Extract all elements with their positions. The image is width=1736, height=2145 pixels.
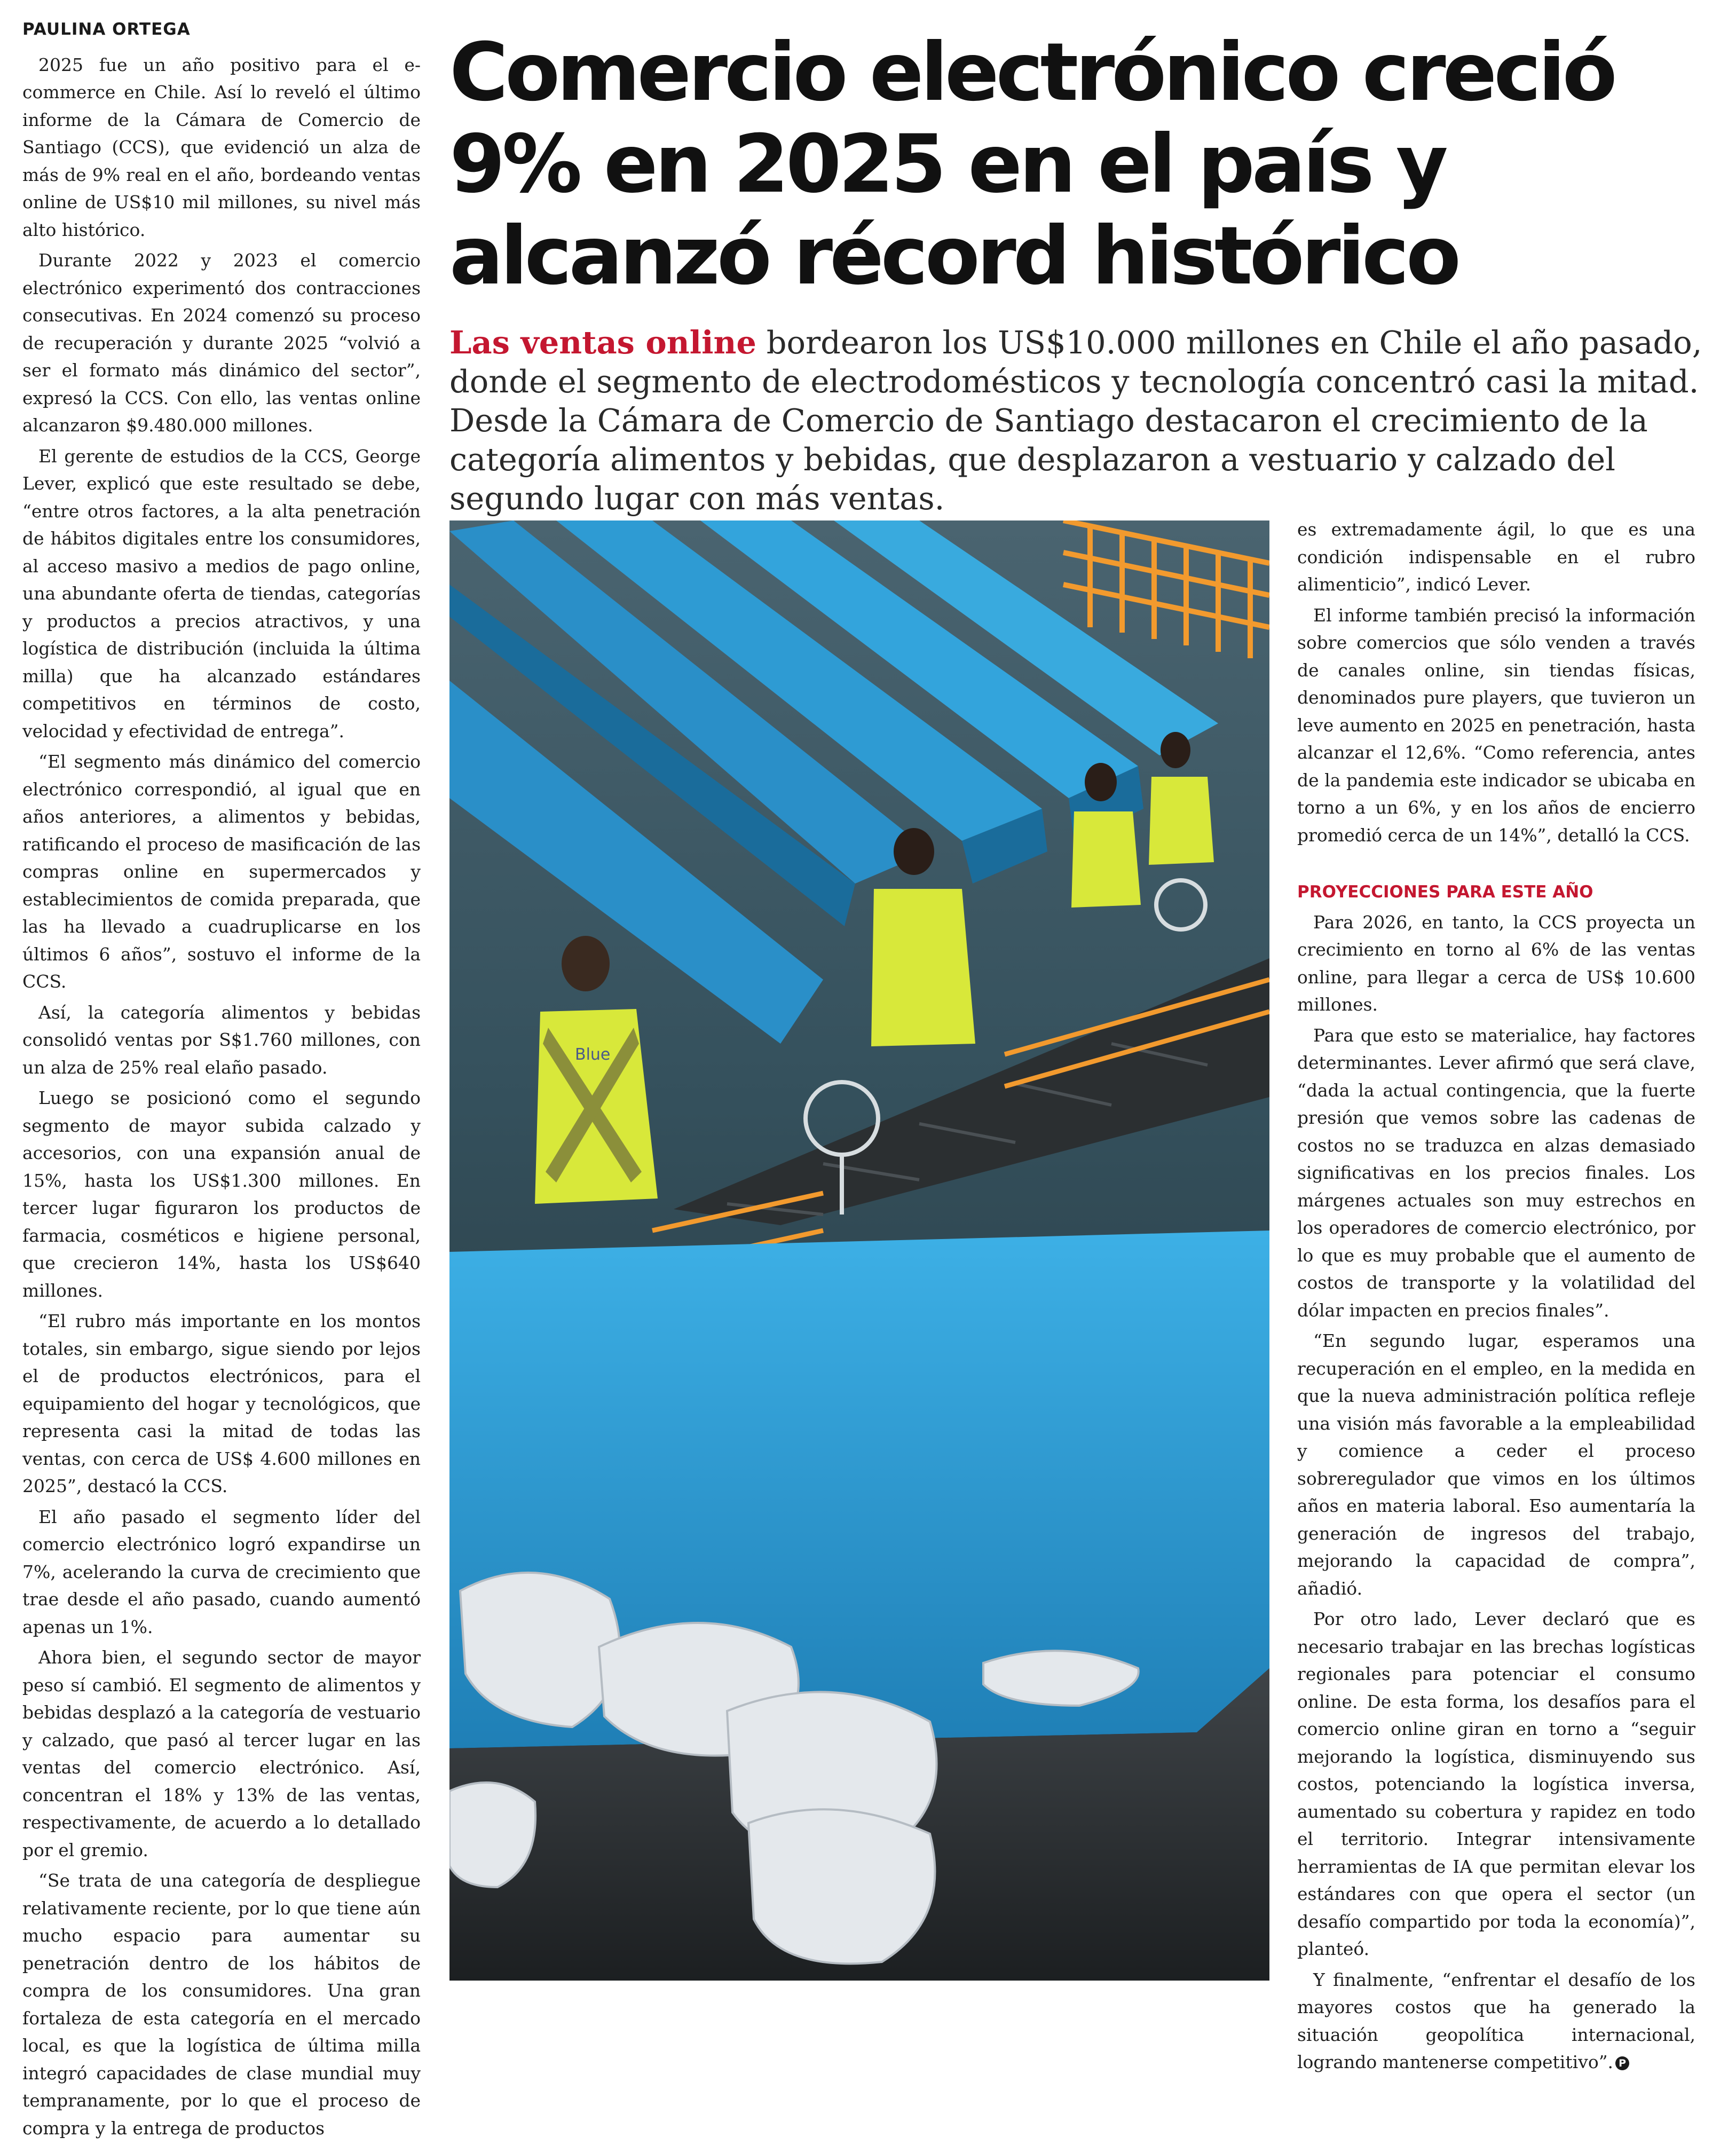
- body-paragraph: Así, la categoría alimentos y bebidas consolidó ventas por S$1.760 millones, con un alza de 25% real elaño pasado.: [22, 1001, 421, 1078]
- body-paragraph: El informe también precisó la información sobre comercios que sólo venden a través de canales online, sin tiendas físicas, denominados pure players, que tuvieron un leve aumento en 2025 en penetración, hasta alcanzar el 12,6%. “Como referencia, antes de la pandemia este indicador se ubicaba en torno a un 6%, y en los años de encierro promedió cerca de un 14%”, detalló la CCS.: [1297, 604, 1695, 846]
- body-paragraph: Para 2026, en tanto, la CCS proyecta un crecimiento en torno al 6% de las ventas online, para llegar a cerca de US$ 10.600 millones.: [1297, 911, 1695, 1015]
- section-subheading: PROYECCIONES PARA ESTE AÑO: [1297, 882, 1593, 902]
- body-paragraph: “El segmento más dinámico del comercio electrónico correspondió, al igual que en años anteriores, a alimentos y bebidas, ratificando el proceso de masificación de las compras online en supermercados y establecimientos de comida preparada, que las ha llevado a cuadruplicarse en los últimos 6 años”, sostuvo el informe de la CCS.: [22, 751, 421, 992]
- body-paragraph: Por otro lado, Lever declaró que es necesario trabajar en las brechas logísticas regionales para potenciar el consumo online. De esta forma, los desafíos para el comercio online giran en torno a “seguir mejorando la logística, disminuyendo sus costos, potenciando la logística inversa, aumentado su cobertura y rapidez en todo el territorio. Integrar intensivamente herramientas de IA que permitan elevar los estándares con que opera el sector (un desafío compartido por toda la economía)”, planteó.: [1297, 1608, 1695, 1959]
- body-paragraph: Para que esto se materialice, hay factores determinantes. Lever afirmó que será clave, “dada la actual contingencia, que la fuerte presión que vemos sobre las cadenas de costos no se traduzca en alzas demasiado significativas en los precios finales. Los márgenes actuales son muy estrechos en los operadores de comercio electrónico, por lo que es muy probable que el aumento de costos de transporte y la volatilidad del dólar impacten en precios finales”.: [1297, 1024, 1695, 1321]
- headline: Comercio electrónico creció 9% en 2025 en el país y alcanzó récord histórico: [449, 26, 1614, 303]
- body-paragraph: Ahora bien, el segundo sector de mayor peso sí cambió. El segmento de alimentos y bebidas desplazó a la categoría de vestuario y calzado, que pasó al tercer lugar en las ventas del comercio electrónico. Así, concentran el 18% y 13% de las ventas, respectivamente, de acuerdo a lo detallado por el gremio.: [22, 1647, 421, 1860]
- end-mark-icon: P: [1615, 2056, 1629, 2070]
- warehouse-photo-illustration: [449, 521, 1269, 1981]
- body-paragraph: 2025 fue un año positivo para el e-commerce en Chile. Así lo reveló el último informe de la Cámara de Comercio de Santiago (CCS), que evidenció un alza de más de 9% real en el año, bordeando ventas online de US$10 mil millones, su nivel más alto histórico.: [22, 54, 421, 240]
- lede-highlight: Las ventas online: [449, 324, 756, 361]
- left-column: [22, 16, 421, 2145]
- body-paragraph: “Se trata de una categoría de despliegue relativamente reciente, por lo que tiene aún mucho espacio para aumentar su penetración dentro de los hábitos de compra de los consumidores. Una gran fortaleza de esta categoría en el mercado local, es que la logística de última milla integró capacidades de clase mundial muy tempranamente, por lo que el proceso de compra y la entrega de productos: [22, 1870, 421, 2139]
- body-paragraph: “El rubro más importante en los montos totales, sin embargo, sigue siendo por lejos el de productos electrónicos, para el equipamiento del hogar y tecnológicos, que representa casi la mitad de todas las ventas, con cerca de US$ 4.600 millones en 2025”, destacó la CCS.: [22, 1311, 421, 1496]
- closing-paragraph: [1297, 1966, 1695, 2076]
- warehouse-photo: [449, 521, 1269, 1981]
- body-paragraph: Luego se posicionó como el segundo segmento de mayor subida calzado y accesorios, con una expansión anual de 15%, hasta los US$1.300 millones. En tercer lugar figuraron los productos de farmacia, cosméticos e higiene personal, que crecieron 14%, hasta los US$640 millones.: [22, 1087, 421, 1301]
- right-column: [1297, 516, 1695, 2079]
- lede-text: bordearon los US$10.000 millones en Chile el año pasado, donde el segmento de electrodomésticos y tecnología concentró casi la mitad. Desde la Cámara de Comercio de Santiago destacaron el crecimiento de la categoría alimentos y bebidas, que desplazaron a vestuario y calzado del segundo lugar con más ventas.: [449, 324, 1702, 517]
- byline: PAULINA ORTEGA: [22, 20, 191, 39]
- lede: [449, 323, 1715, 518]
- body-paragraph: Durante 2022 y 2023 el comercio electrónico experimentó dos contracciones consecutivas. En 2024 comenzó su proceso de recuperación y durante 2025 “volvió a ser el formato más dinámico del sector”, expresó la CCS. Con ello, las ventas online alcanzaron $9.480.000 millones.: [22, 250, 421, 436]
- closing-text: Y finalmente, “enfrentar el desafío de los mayores costos que ha generado la situación geopolítica internacional, logrando mantenerse competitivo”.: [1297, 1969, 1695, 2072]
- vest-label: Blue: [575, 1045, 611, 1064]
- body-paragraph: es extremadamente ágil, lo que es una condición indispensable en el rubro alimenticio”, indicó Lever.: [1297, 519, 1695, 595]
- body-paragraph: El gerente de estudios de la CCS, George Lever, explicó que este resultado se debe, “entre otros factores, a la alta penetración de hábitos digitales entre los consumidores, al acceso masivo a medios de pago online, una abundante oferta de tiendas, categorías y productos a precios atractivos, y una logística de distribución (incluida la última milla) que ha alcanzado estándares competitivos en términos de costo, velocidad y efectividad de entrega”.: [22, 445, 421, 742]
- body-paragraph: El año pasado el segmento líder del comercio electrónico logró expandirse un 7%, acelerando la curva de crecimiento que trae desde el año pasado, cuando aumentó apenas un 1%.: [22, 1506, 421, 1637]
- body-paragraph: “En segundo lugar, esperamos una recuperación en el empleo, en la medida en que la nueva administración política refleje una visión más favorable a la empleabilidad y comience a ceder el proceso sobreregulador que vimos en los últimos años en materia laboral. Eso aumentaría la generación de ingresos del trabajo, mejorando la capacidad de compra”, añadió.: [1297, 1330, 1695, 1599]
